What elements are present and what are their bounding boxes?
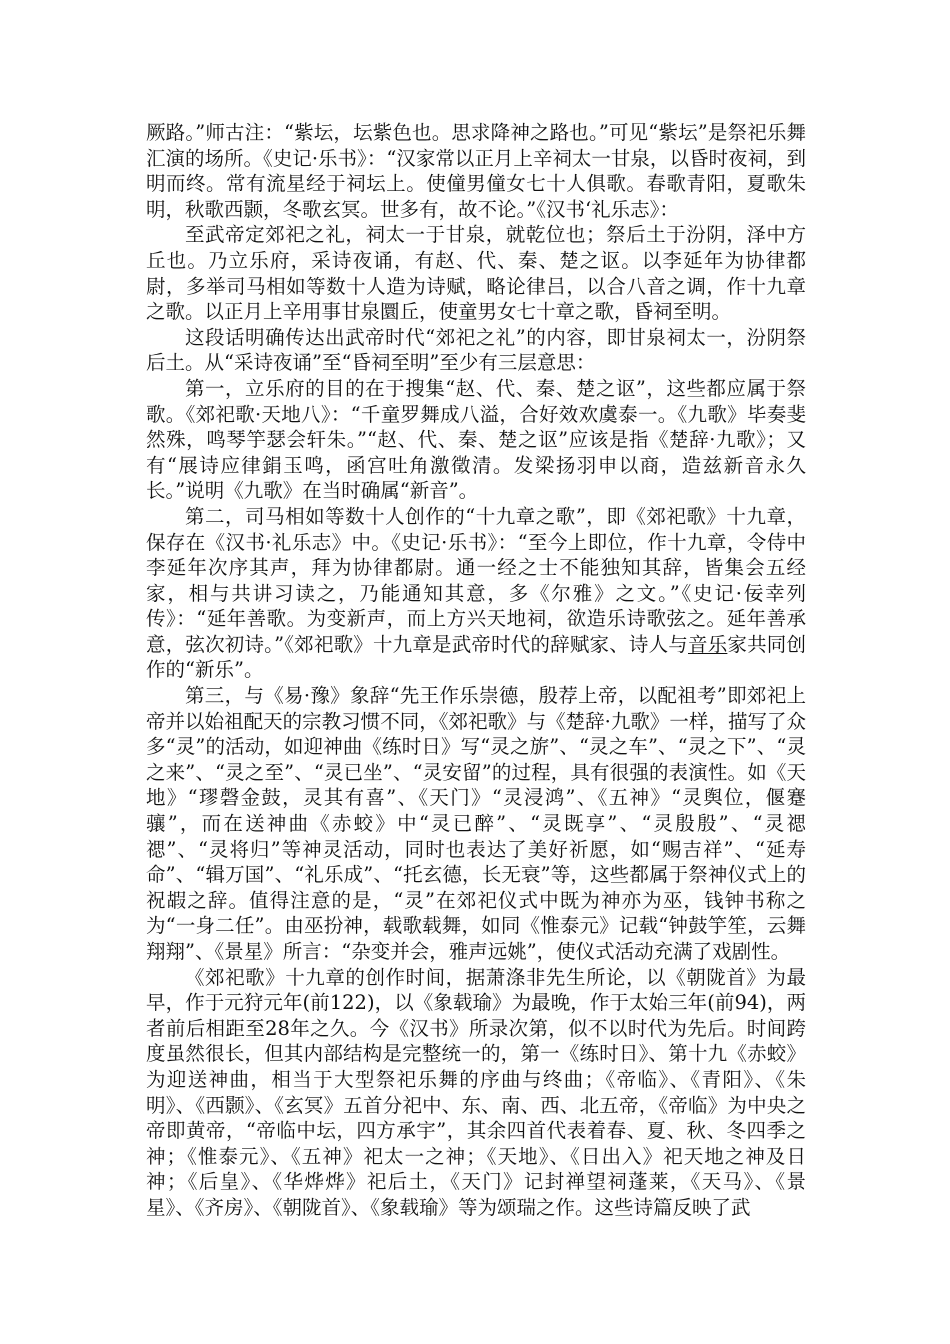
text-run: 第二，司马相如等数十人创作的“十九章之歌”，即《郊祀歌》十九章，保存在《汉书·礼乐志》中。《史记·乐书》：“至今上即位，作十九章，令侍中李延年次序其声，拜为协律都尉。通一经之士不能独知其辞，皆集会五经家，相与共讲习读之，乃能通知其意，多《尔雅》之文。”《史记·佞幸列传》：“延年善歌。为变新声，而上方兴天地祠，欲造乐诗歌弦之。延年善承意，弦次初诗。”《郊祀歌》十九章是武帝时代的辞赋家、诗人与 [146,504,806,656]
text-run: 厥路。”师古注：“紫坛，坛紫色也。思求降神之路也。”可见“紫坛”是祭祀乐舞汇演的场所。《史记·乐书》：“汉家常以正月上辛祠太一甘泉，以昏时夜祠，到明而终。常有流星经于祠坛上。使僮男僮女七十人俱歌。春歌青阳，夏歌朱明，秋歌西颢，冬歌玄冥。世多有，故不论。”《汉书‘礼乐志》： [146,121,806,221]
text-run: 第三，与《易·豫》象辞“先王作乐崇德，殷荐上帝，以配祖考”即郊祀上帝并以始祖配天的宗教习惯不同，《郊祀歌》与《楚辞·九歌》一样，描写了众多“灵”的活动，如迎神曲《练时日》写“灵之旂”、“灵之车”、“灵之下”、“灵之来”、“灵之至”、“灵已坐”、“灵安留”的过程，具有很强的表演性。如《天地》“璆磬金鼓，灵其有喜”、《天门》“灵浸鸿”、《五神》“灵舆位，偃蹇骧”，而在送神曲《赤蛟》中“灵已醉”、“灵既享”、“灵殷殷”、“灵禗禗”、“灵将归”等神灵活动，同时也表达了美好祈愿，如“赐吉祥”、“延寿命”、“辑万国”、“礼乐成”、“托玄德，长无衰”等，这些都属于祭神仪式上的祝嘏之辞。值得注意的是，“灵”在郊祀仪式中既为神亦为巫，钱钟书称之为“一身二任”。由巫扮神，载歌载舞，如同《惟泰元》记载“钟鼓竽笙，云舞翔翔”、《景星》所言：“杂变并会，雅声远姚”，使仪式活动充满了戏剧性。 [146,684,806,963]
underlined-link-text[interactable]: 音乐 [688,632,728,656]
paragraph-3 [146,325,806,376]
text-run: 至武帝定郊祀之礼，祠太一于甘泉，就乾位也；祭后土于汾阴，泽中方丘也。乃立乐府，采诗夜诵，有赵、代、秦、楚之讴。以李延年为协律都尉，多举司马相如等数十人造为诗赋，略论律吕，以合八音之调，作十九章之歌。以正月上辛用事甘泉圜丘，使童男女七十章之歌，昏祠至明。 [146,223,806,324]
text-run: 这段话明确传达出武帝时代“郊祀之礼”的内容，即甘泉祠太一，汾阴祭后土。从“采诗夜诵”至“昏祠至明”至少有三层意思： [146,325,806,375]
text-run: 第一，立乐府的目的在于搜集“赵、代、秦、楚之讴”，这些都应属于祭歌。《郊祀歌·天地八》：“千童罗舞成八溢，合好效欢虞泰一。《九歌》毕奏斐然殊，鸣琴竽瑟会轩朱。”“赵、代、秦、楚之讴”应该是指《楚辞·九歌》；又有“展诗应律鋗玉鸣，函宫吐角激徵清。发梁扬羽申以商，造兹新音永久长。”说明《九歌》在当时确属“新音”。 [146,376,806,503]
text-run: 家共同创作的“新乐”。 [146,632,806,682]
paragraph-7 [146,965,806,1221]
paragraph-6-third-point [146,683,806,965]
body-text [146,120,806,1221]
paragraph-1 [146,120,806,222]
paragraph-4-first-point [146,376,806,504]
paragraph-5-second-point [146,504,806,683]
text-run: 《郊祀歌》十九章的创作时间，据萧涤非先生所论，以《朝陇首》为最早，作于元狩元年(前122)，以《象载瑜》为最晚，作于太始三年(前94)，两者前后相距至28年之久。今《汉书》所录次第，似不以时代为先后。时间跨度虽然很长，但其内部结构是完整统一的，第一《练时日》、第十九《赤蛟》为迎送神曲，相当于大型祭祀乐舞的序曲与终曲；《帝临》、《青阳》、《朱明》、《西颢》、《玄冥》五首分祀中、东、南、西、北五帝，《帝临》为中央之帝即黄帝，“帝临中坛，四方承宇”，其余四首代表着春、夏、秋、冬四季之神；《惟泰元》、《五神》祀太一之神；《天地》、《日出入》祀天地之神及日神；《后皇》、《华烨烨》祀后土，《天门》记封禅望祠蓬莱，《天马》、《景星》、《齐房》、《朝陇首》、《象载瑜》等为颂瑞之作。这些诗篇反映了武 [146,965,806,1219]
paragraph-2-quotation [146,222,806,324]
